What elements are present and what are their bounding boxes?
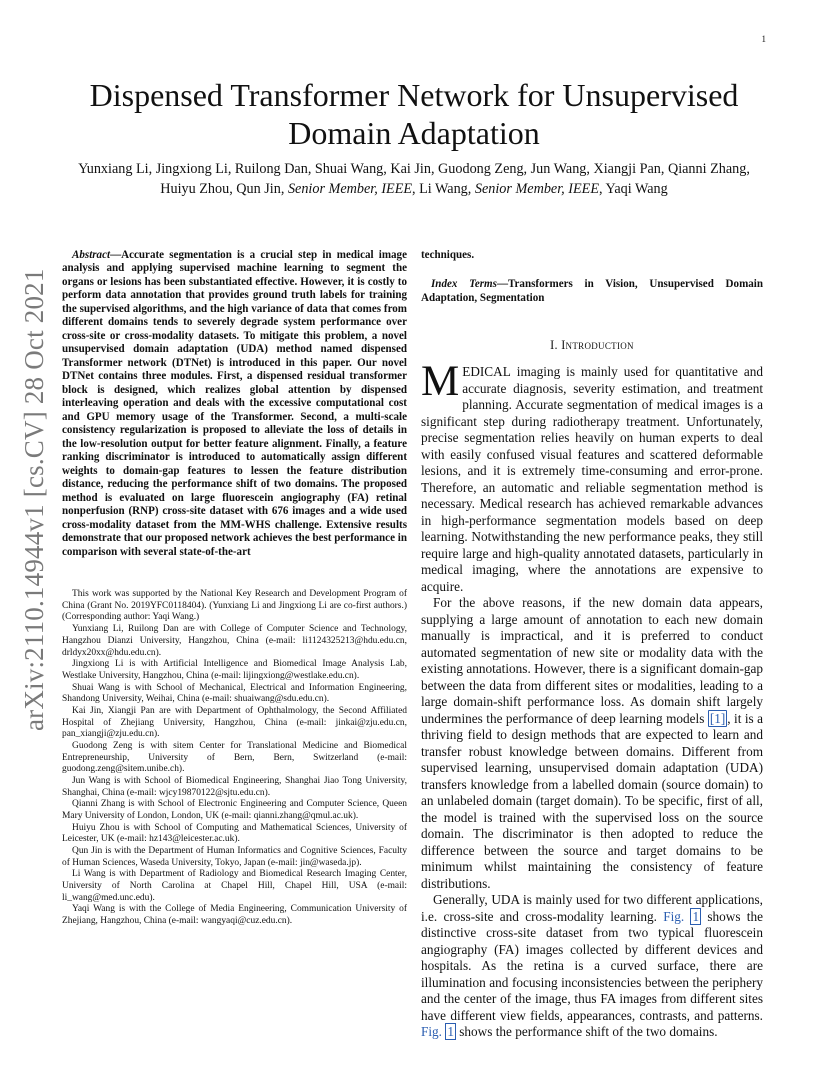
intro-p3-text-b: shows the distinctive cross-site dataset from two typical fluorescein angiography (FA) images collected by different devices and hospitals. As the retina is a curved surface, there are illumination and focusing inconsistencies between the periphery and the center of the image, thus FA images from different sites have different view fields, appearances, contrasts, and patterns.: [421, 908, 763, 1023]
intro-p2-text-a: For the above reasons, if the new domain data appears, supplying a large amount of annotation to each new domain manually is impractical, and it is preferred to conduct automated segmentation of new site or modality data with the existing annotations. However, there is a significant domain-gap between the data from different sites or modalities, leading to a large domain-shift performance loss. As domain shift largely undermines the performance of deep learning models: [421, 595, 763, 726]
figure-link[interactable]: [421, 1023, 456, 1040]
intro-p1-text: imaging is mainly used for quantitative and accurate diagnosis, severity estimation, and treatment planning. Accurate segmentation of medical images is a significant step during radiotherapy treatment. Unfortunately, precise segmentation relies heavily on human experts to deal with easily confused visual features and scattered deformable lesions, and it is extremely time-consuming and error-prone. Therefore, an automatic and reliable segmentation method is necessary. Medical research has achieved remarkable advances in high-performance segmentation models based on deep learning. Notwithstanding the new performance peaks, they still require large and high-quality annotated datasets, particularly in medical imaging, where the annotations are expensive to acquire.: [421, 364, 763, 594]
intro-p2-text-b: , it is a thriving field to design methods that are expected to learn and transfer robust knowledge between domains. Different from supervised learning, unsupervised domain adaptation (UDA) transfers knowledge from a labelled domain (source domain) to an unlabeled domain (target domain). To be specific, first of all, the model is trained with the supervised loss on the source domain. The discriminator is then adopted to reduce the difference between the source and target domains to be minimum whilst maintaining the consistency of feature distributions.: [421, 710, 763, 891]
footnote-affiliation: Huiyu Zhou is with School of Computing and Mathematical Sciences, University of Leicester, UK (e-mail: hz143@leicester.ac.uk).: [62, 822, 407, 845]
intro-p3-text-c: shows the performance shift of the two domains.: [455, 1024, 718, 1040]
index-terms: [421, 278, 763, 305]
section-number: I.: [550, 338, 562, 353]
footnote-affiliation: Li Wang is with Department of Radiology and Biomedical Research Imaging Center, University of North Carolina at Chapel Hill, Chapel Hill, USA (e-mail: li_wang@med.unc.edu).: [62, 869, 407, 903]
left-column: [62, 249, 407, 928]
intro-paragraph-3: [421, 892, 763, 1041]
section-title: Introduction: [561, 338, 634, 353]
figure-link[interactable]: [663, 908, 701, 925]
author-list: [60, 159, 768, 199]
footnote-affiliation: Jingxiong Li is with Artificial Intelligence and Biomedical Image Analysis Lab, Westlake University, Hangzhou, China (e-mail: lijingxiong@westlake.edu.cn).: [62, 659, 407, 681]
abstract: [62, 249, 407, 559]
citation-link[interactable]: [1]: [709, 710, 726, 726]
intro-p3-text-a: Generally, UDA is mainly used for two different applications, i.e. cross-site and cross-modality learning.: [421, 892, 763, 924]
authors-part1: Yunxiang Li, Jingxiong Li, Ruilong Dan, Shuai Wang, Kai Jin, Guodong Zeng, Jun Wang, Xiangji Pan, Qianni Zhang, Huiyu Zhou, Qun Jin,: [78, 161, 750, 197]
footnote-affiliation: Yaqi Wang is with the College of Media Engineering, Communication University of Zhejiang, Hangzhou, China (e-mail: wangyaqi@cuz.edu.cn).: [62, 904, 407, 926]
intro-paragraph-1: [421, 358, 763, 595]
footnote-affiliation: Kai Jin, Xiangji Pan are with Department of Ophthalmology, the Second Affiliated Hospital of Zhejiang University, Hangzhou, China (e-mail: jinkai@zju.edu.cn, pan_xiangji@zju.edu.cn).: [62, 705, 407, 740]
figure-link-prefix: Fig.: [421, 1024, 446, 1040]
page-number: 1: [761, 34, 766, 44]
footnote-affiliation: Qun Jin is with the Department of Human Informatics and Cognitive Sciences, Faculty of Human Sciences, Waseda University, Tokyo, Japan (e-mail: jin@waseda.jp).: [62, 845, 407, 868]
drop-cap: M: [421, 358, 460, 406]
abstract-text: —Accurate segmentation is a crucial step in medical image analysis and applying supervised machine learning to segment the organs or lesions has been substantiated effective. However, it is costly to perform data annotation that provides ground truth labels for training the supervised algorithms, and the high variance of data that comes from different domains tends to severely degrade system performance over cross-site or cross-modality datasets. To mitigate this problem, a novel unsupervised domain adaptation (UDA) method named dispensed Transformer network (DTNet) is introduced in this paper. Our novel DTNet contains three modules. First, a dispensed residual transformer block is designed, which realizes global attention by dispensed interleaving operation and deals with the excessive computational cost and GPU memory usage of the Transformer. Second, a multi-scale consistency regularization is proposed to alleviate the loss of details in the low-resolution output for better feature alignment. Finally, a feature ranking discriminator is introduced to automatically assign different weights to domain-gap features to lessen the feature distribution distance, reducing the performance shift of two domains. The proposed method is evaluated on large fluorescein angiography (FA) retinal nonperfusion (RNP) cross-site dataset with 676 images and a wide used cross-modality dataset from the MM-WHS challenge. Extensive results demonstrate that our proposed network achieves the best performance in comparison with several state-of-the-art: [62, 249, 407, 558]
intro-paragraph-2: [421, 595, 763, 892]
author-role-1: Senior Member, IEEE: [287, 181, 413, 197]
index-terms-text: —Transformers in Vision, Unsupervised Domain Adaptation, Segmentation: [421, 278, 764, 304]
footnote-affiliation: Shuai Wang is with School of Mechanical, Electrical and Information Engineering, Shandong University, Weihai, China (e-mail: shuaiwang@sdu.edu.cn).: [62, 682, 407, 705]
footnote-affiliation: Guodong Zeng is with sitem Center for Translational Medicine and Biomedical Entrepreneurship, University of Bern, Bern, Switzerland (e-mail: guodong.zeng@sitem.unibe.ch).: [62, 740, 407, 775]
index-terms-label: Index Terms: [431, 278, 497, 291]
footnote-funding: This work was supported by the National Key Research and Development Program of China (Grant No. 2019YFC0118404). (Yunxiang Li and Jingxiong Li are co-first authors.) (Corresponding author: Yaqi Wang.): [62, 589, 407, 623]
paper-title: Dispensed Transformer Network for Unsupervised Domain Adaptation: [89, 77, 739, 151]
right-column: [421, 249, 763, 1041]
figure-link-number: 1: [692, 908, 700, 924]
intro-first-word: EDICAL: [462, 364, 511, 380]
figure-link-prefix: Fig.: [663, 908, 691, 924]
abstract-continuation: techniques.: [421, 249, 475, 261]
authors-part3: , Yaqi Wang: [598, 181, 668, 197]
section-heading: [421, 338, 763, 353]
introduction-body: [421, 358, 763, 1041]
arxiv-stamp[interactable]: arXiv:2110.14944v1 [cs.CV] 28 Oct 2021: [19, 268, 49, 731]
abstract-label: Abstract: [72, 249, 111, 261]
footnote-affiliation: Qianni Zhang is with School of Electronic Engineering and Computer Science, Queen Mary University of London, London, UK (e-mail: qianni.zhang@qmul.ac.uk).: [62, 799, 407, 821]
footnotes: [62, 589, 407, 927]
authors-part2: , Li Wang,: [412, 181, 475, 197]
footnote-affiliation: Yunxiang Li, Ruilong Dan are with College of Computer Science and Technology, Hangzhou Dianzi University, Hangzhou, China (e-mail: li1124325213@hdu.edu.cn, drldyx20xx@hdu.edu.cn).: [62, 624, 407, 658]
author-role-2: Senior Member, IEEE: [474, 181, 599, 197]
footnote-affiliation: Jun Wang is with School of Biomedical Engineering, Shanghai Jiao Tong University, Shanghai, China (e-mail: wjcy19870122@sjtu.edu.cn).: [62, 775, 407, 798]
figure-link-number: 1: [447, 1024, 454, 1040]
